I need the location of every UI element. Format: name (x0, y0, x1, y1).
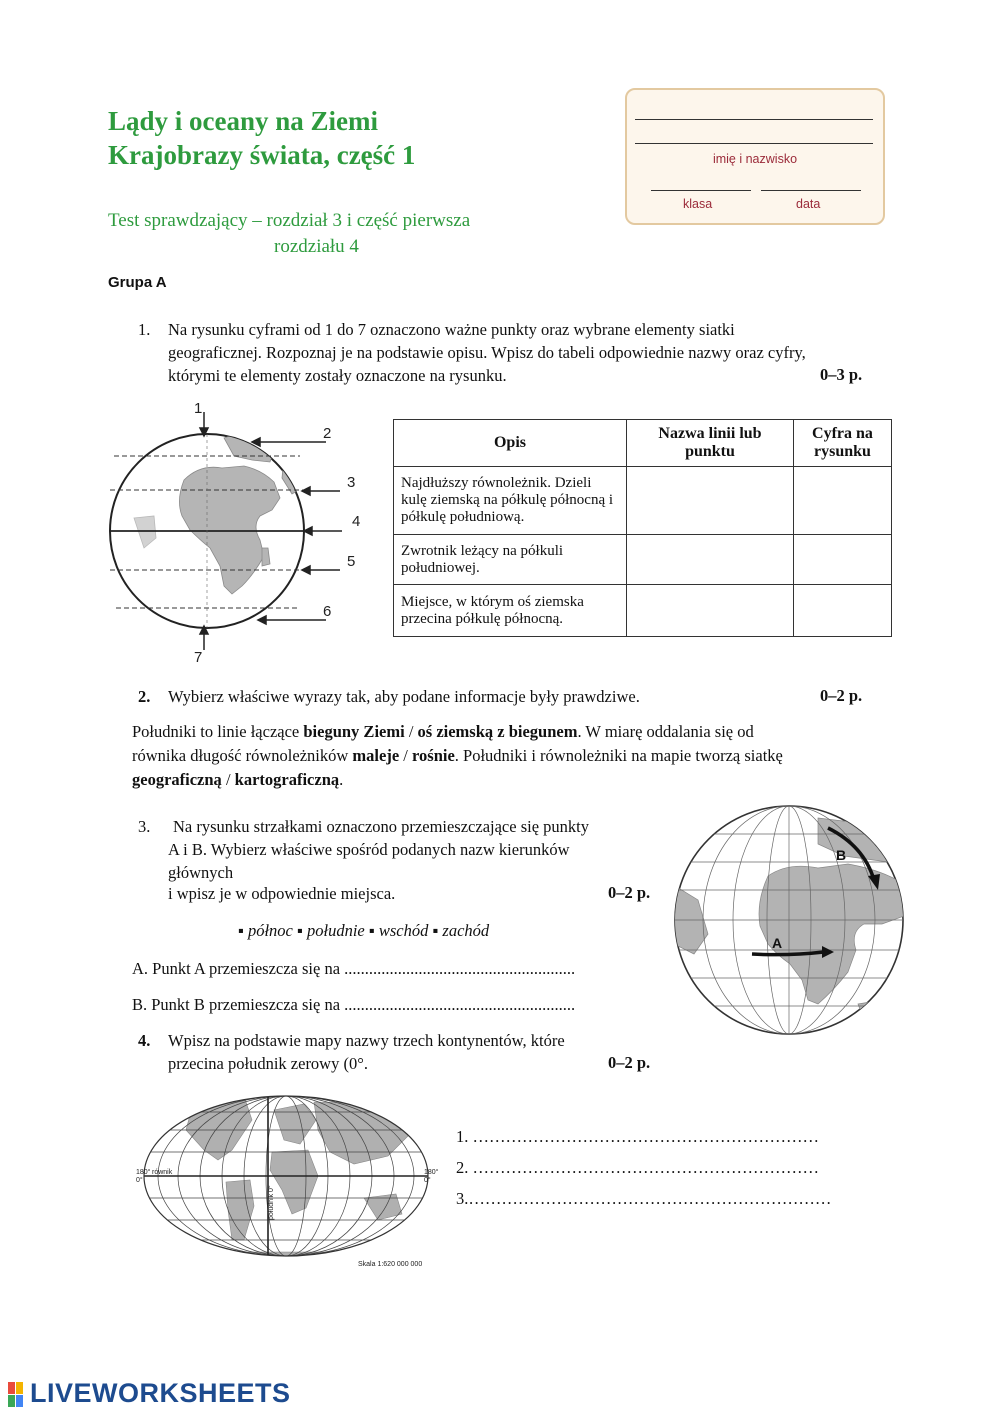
q4-answer-1[interactable]: 1. ……………………………………………………… (456, 1127, 819, 1146)
liveworksheets-logo-icon (8, 1382, 24, 1408)
answer-digit-cell[interactable] (794, 585, 892, 637)
table-header-digit: Cyfra na rysunku (794, 420, 892, 467)
class-label: klasa (683, 197, 713, 211)
q3-answer-a[interactable]: A. Punkt A przemieszcza się na ........................................................ (132, 959, 576, 978)
graticule (668, 804, 910, 1036)
q2-text-line-3: geograficzną / kartograficzną. (132, 770, 344, 789)
liveworksheets-logo[interactable]: LIVEWORKSHEETS (30, 1378, 291, 1408)
name-label: imię i nazwisko (712, 152, 798, 166)
option-kartograficzna[interactable]: kartograficzną (234, 770, 340, 789)
q2-number: 2. (138, 687, 151, 706)
fig-label-6: 6 (323, 603, 332, 620)
date-line[interactable] (761, 190, 861, 191)
date-label: data (796, 197, 821, 211)
q3-answer-b[interactable]: B. Punkt B przemieszcza się na ........................................................ (132, 995, 576, 1014)
q2-text-line-2: równika długość równoleżników maleje / rośnie. Południki i równoleżniki na mapie tworzą siatkę (132, 746, 783, 765)
fig-label-5: 5 (347, 553, 356, 570)
q1-points: 0–3 p. (820, 365, 863, 384)
q2-text-line-1: Południki to linie łączące bieguny Ziemi / oś ziemską z biegunem. W miarę oddalania się od (132, 722, 754, 741)
table-row (394, 535, 892, 585)
table-header-name: Nazwa linii lub punktu (627, 420, 794, 467)
class-line[interactable] (651, 190, 751, 191)
option-geograficzna[interactable]: geograficzną (132, 770, 222, 789)
q4-world-map (134, 1090, 446, 1270)
q1-table (393, 419, 892, 637)
subtitle-line-1: Test sprawdzający – rozdział 3 i część pierwsza (108, 210, 471, 231)
map-label-left-deg: 180° (136, 1169, 151, 1176)
q4-answer-2[interactable]: 2. ……………………………………………………… (456, 1158, 819, 1177)
student-info-box (625, 88, 885, 225)
fig-label-7: 7 (194, 649, 203, 666)
table-row-description: Zwrotnik leżący na półkuli południowej. (394, 535, 627, 585)
answer-name-cell[interactable] (627, 467, 794, 535)
map-label-meridian: południk 0° (268, 1185, 275, 1220)
name-line-1[interactable] (635, 119, 873, 120)
table-row-description: Miejsce, w którym oś ziemska przecina półkulę północną. (394, 585, 627, 637)
option-os-ziemska[interactable]: oś ziemską z biegunem (417, 722, 578, 741)
answer-digit-cell[interactable] (794, 535, 892, 585)
globe-label-b: B (836, 847, 847, 863)
answer-name-cell[interactable] (627, 585, 794, 637)
q3-line-1: Na rysunku strzałkami oznaczono przemieszczające się punkty (173, 817, 589, 836)
title-line-2: Krajobrazy świata, część 1 (108, 140, 416, 170)
q3-points: 0–2 p. (608, 883, 651, 902)
q1-line-3: którymi te elementy zostały oznaczone na rysunku. (168, 366, 507, 385)
fig-label-3: 3 (347, 474, 356, 491)
q3-direction-options: ▪ północ ▪ południe ▪ wschód ▪ zachód (238, 921, 490, 940)
title-line-1: Lądy i oceany na Ziemi (108, 106, 379, 136)
map-label-right-zero: 0° (424, 1177, 431, 1184)
q1-line-1: Na rysunku cyframi od 1 do 7 oznaczono ważne punkty oraz wybrane elementy siatki (168, 320, 735, 339)
table-row-description: Najdłuższy równoleżnik. Dzieli kulę ziemską na półkulę północną i półkulę południową. (394, 467, 627, 535)
map-label-equator: równik (152, 1169, 173, 1176)
table-row (394, 467, 892, 535)
q2-instruction: Wybierz właściwe wyrazy tak, aby podane informacje były prawdziwe. (168, 687, 640, 706)
q3-line-2: A i B. Wybierz właściwe spośród podanych nazw kierunków (168, 840, 570, 859)
q3-globe-figure (668, 804, 910, 1036)
q4-number: 4. (138, 1031, 151, 1050)
map-scale-label: Skala 1:620 000 000 (358, 1261, 423, 1268)
map-label-right-deg: 180° (424, 1169, 439, 1176)
q1-number: 1. (138, 320, 151, 339)
q4-answer-3[interactable]: 3.………………………………………………………… (456, 1189, 832, 1208)
option-maleje[interactable]: maleje (352, 746, 400, 765)
option-rosnie[interactable]: rośnie (412, 746, 455, 765)
q1-globe-figure (104, 398, 374, 666)
q4-line-2: przecina południk zerowy (0°. (168, 1054, 368, 1073)
globe-label-a: A (772, 935, 783, 951)
table-row (394, 585, 892, 637)
q3-line-3: głównych (168, 863, 234, 882)
q4-points: 0–2 p. (608, 1053, 651, 1072)
q1-line-2: geograficznej. Rozpoznaj je na podstawie opisu. Wpisz do tabeli odpowiednie nazwy oraz cyfry, (168, 343, 806, 362)
name-line-2[interactable] (635, 143, 873, 144)
table-header-opis: Opis (394, 420, 627, 467)
answer-name-cell[interactable] (627, 535, 794, 585)
group-label: Grupa A (108, 274, 167, 291)
fig-label-4: 4 (352, 513, 361, 530)
q3-line-4: i wpisz je w odpowiednie miejsca. (168, 884, 396, 903)
map-label-left-zero: 0° (136, 1177, 143, 1184)
q3-number: 3. (138, 817, 151, 836)
answer-digit-cell[interactable] (794, 467, 892, 535)
option-bieguny[interactable]: bieguny Ziemi (303, 722, 405, 741)
q2-points: 0–2 p. (820, 686, 863, 705)
subtitle-line-2: rozdziału 4 (274, 236, 359, 257)
q4-line-1: Wpisz na podstawie mapy nazwy trzech kontynentów, które (168, 1031, 565, 1050)
fig-label-1: 1 (194, 400, 203, 417)
fig-label-2: 2 (323, 425, 332, 442)
